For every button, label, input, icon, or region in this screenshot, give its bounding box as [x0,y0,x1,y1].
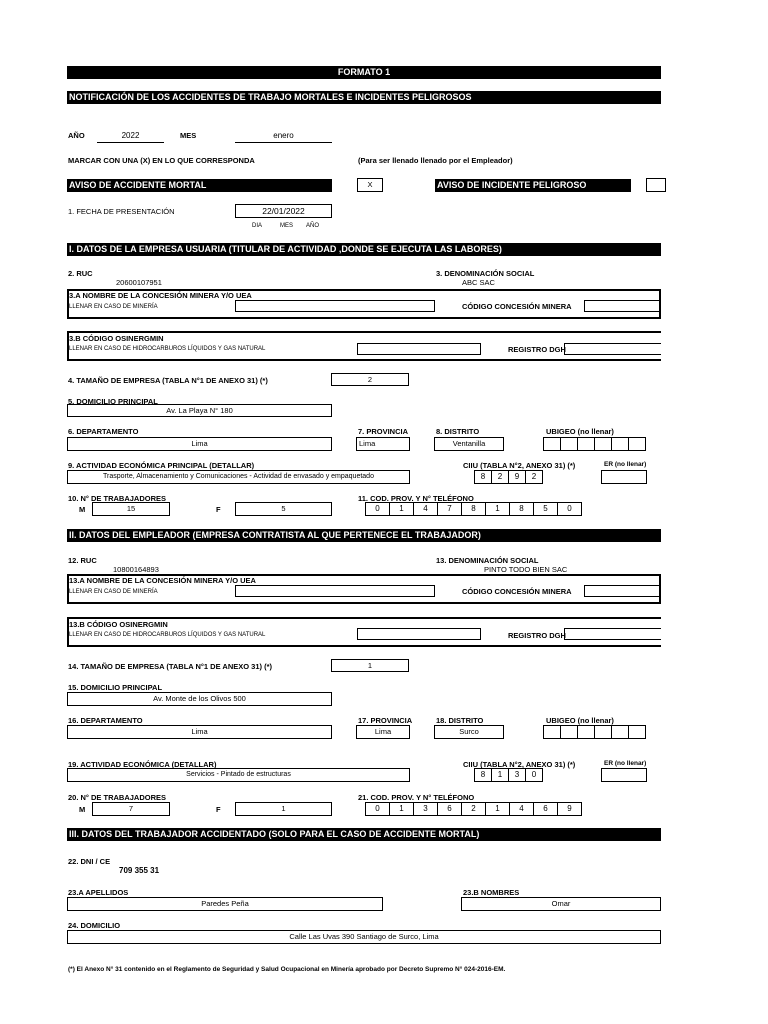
telefono-digit[interactable]: 3 [413,802,438,816]
tamano-empresa-field[interactable]: 2 [331,373,409,386]
telefono-digit[interactable]: 4 [509,802,534,816]
codigo-concesion-field[interactable] [584,585,661,597]
tamano-empresa-label: 4. TAMAÑO DE EMPRESA (TABLA N°1 DE ANEXO 31) (*) [68,376,268,385]
tamano-empresa-label: 14. TAMAÑO DE EMPRESA (TABLA N°1 DE ANEXO 31) (*) [68,662,272,671]
telefono-digit[interactable]: 4 [413,502,438,516]
er-label: ER (no llenar) [604,760,647,767]
ubigeo-cell[interactable] [594,437,612,451]
telefono-digit[interactable]: 8 [461,502,486,516]
osinergmin-label: 3.B CÓDIGO OSINERGMIN [69,334,164,343]
trabajadores-label: 10. N° DE TRABAJADORES [68,494,167,503]
telefono-digit[interactable]: 0 [365,502,390,516]
denominacion-label: 3. DENOMINACIÓN SOCIAL [436,269,535,278]
telefono-digit[interactable]: 6 [533,802,558,816]
llenar-mineria-caption: LLENAR EN CASO DE MINERÍA [69,589,158,595]
nombres-field[interactable]: Omar [461,897,661,911]
ruc-label: 2. RUC [68,269,93,278]
ubigeo-cell[interactable] [611,725,629,739]
anio-caption: AÑO [306,223,320,229]
month-label: MES [180,131,197,140]
domicilio-label: 5. DOMICILIO PRINCIPAL [68,397,158,406]
section1-title: I. DATOS DE LA EMPRESA USUARIA (TITULAR DE ACTIVIDAD ,DONDE SE EJECUTA LAS LABORES) [67,243,661,256]
llenar-mineria-caption: LLENAR EN CASO DE MINERÍA [69,304,158,310]
ubigeo-cell[interactable] [628,437,646,451]
year-label: AÑO [68,131,85,140]
section3-title: III. DATOS DEL TRABAJADOR ACCIDENTADO (SOLO PARA EL CASO DE ACCIDENTE MORTAL) [67,828,661,841]
telefono-digit[interactable]: 0 [557,502,582,516]
distrito-field[interactable]: Ventanilla [434,437,504,451]
telefono-digit[interactable]: 1 [389,502,414,516]
dia-caption: DIA [252,223,263,229]
telefono-digit[interactable]: 0 [365,802,390,816]
concesion-nombre-field[interactable] [235,300,435,312]
ciiu-digit[interactable]: 2 [525,470,543,484]
fecha-presentacion-field[interactable]: 22/01/2022 [235,204,332,218]
provincia-field[interactable]: Lima [356,437,410,451]
registro-dgh-field[interactable] [564,343,661,355]
trabajadores-label: 20. N° DE TRABAJADORES [68,793,167,802]
actividad-label: 9. ACTIVIDAD ECONÓMICA PRINCIPAL (DETALLAR) [68,461,255,470]
ciiu-digit[interactable]: 1 [491,768,509,782]
trabajadores-m-field[interactable]: 7 [92,802,170,816]
ciiu-label: CIIU (TABLA N°2, ANEXO 31) (*) [463,760,576,769]
ciiu-digit[interactable]: 8 [474,768,492,782]
provincia-label: 7. PROVINCIA [358,427,409,436]
llenar-hidro-caption: LLENAR EN CASO DE HIDROCARBUROS LÍQUIDOS Y GAS NATURAL [69,346,266,352]
denominacion-value: ABC SAC [462,278,495,287]
domicilio-label: 15. DOMICILIO PRINCIPAL [68,683,163,692]
provincia-field[interactable]: Lima [356,725,410,739]
actividad-field[interactable]: Servicios - Pintado de estructuras [67,768,410,782]
trabajadores-m-field[interactable]: 15 [92,502,170,516]
apellidos-field[interactable]: Paredes Peña [67,897,383,911]
departamento-field[interactable]: Lima [67,437,332,451]
marcar-instruction: MARCAR CON UNA (X) EN LO QUE CORRESPONDA [68,156,255,165]
section2-title: II. DATOS DEL EMPLEADOR (EMPRESA CONTRATISTA AL QUE PERTENECE EL TRABAJADOR) [67,529,661,542]
ciiu-label: CIIU (TABLA N°2, ANEXO 31) (*) [463,461,576,470]
fecha-presentacion-label: 1. FECHA DE PRESENTACIÓN [68,207,175,216]
distrito-field[interactable]: Surco [434,725,504,739]
codigo-concesion-label: CÓDIGO CONCESIÓN MINERA [462,302,572,311]
telefono-label: 21. COD. PROV. Y N° TELÉFONO [358,793,475,802]
registro-dgh-field[interactable] [564,628,661,640]
er-label: ER (no llenar) [604,461,647,468]
domicilio-field[interactable]: Av. La Playa N° 180 [67,404,332,417]
ubigeo-cell[interactable] [543,725,561,739]
footnote: (*) El Anexo N° 31 contenido en el Reglamento de Seguridad y Salud Ocupacional en Minería aprobado por Decreto Supremo N° 024-2016-EM. [68,966,506,973]
ubigeo-cell[interactable] [577,437,595,451]
ciiu-digit[interactable]: 8 [474,470,492,484]
month-field[interactable]: enero [235,130,332,143]
dni-value: 709 355 31 [119,866,160,875]
trabajadores-f-field[interactable]: 1 [235,802,332,816]
codigo-concesion-field[interactable] [584,300,661,312]
ubigeo-cell[interactable] [611,437,629,451]
concesion-label: 13.A NOMBRE DE LA CONCESIÓN MINERA Y/O UEA [69,576,256,585]
departamento-field[interactable]: Lima [67,725,332,739]
departamento-label: 16. DEPARTAMENTO [68,716,143,725]
aviso-peligroso-label: AVISO DE INCIDENTE PELIGROSO [435,179,631,192]
domicilio-field[interactable]: Calle Las Uvas 390 Santiago de Surco, Lima [67,930,661,944]
telefono-digit[interactable]: 6 [437,802,462,816]
formato-header: FORMATO 1 [67,66,661,79]
apellidos-label: 23.A APELLIDOS [68,888,129,897]
distrito-label: 18. DISTRITO [436,716,484,725]
er-field[interactable] [601,470,647,484]
telefono-digit[interactable]: 8 [509,502,534,516]
departamento-label: 6. DEPARTAMENTO [68,427,139,436]
ubigeo-label: UBIGEO (no llenar) [546,716,614,725]
telefono-digit[interactable]: 1 [485,802,510,816]
empleador-note: (Para ser llenado llenado por el Empleador) [358,156,513,165]
osinergmin-field[interactable] [357,628,481,640]
osinergmin-field[interactable] [357,343,481,355]
denominacion-label: 13. DENOMINACIÓN SOCIAL [436,556,539,565]
actividad-field[interactable]: Trasporte, Almacenamiento y Comunicaciones - Actividad de envasado y empaquetado [67,470,410,484]
telefono-digit[interactable]: 7 [437,502,462,516]
ubigeo-cell[interactable] [594,725,612,739]
ciiu-digit[interactable]: 9 [508,470,526,484]
trabajadores-f-field[interactable]: 5 [235,502,332,516]
aviso-mortal-checkbox[interactable]: X [357,178,383,192]
trabajadores-m-label: M [79,505,86,514]
ruc-value: 20600107951 [116,278,162,287]
domicilio-label: 24. DOMICILIO [68,921,121,930]
osinergmin-label: 13.B CÓDIGO OSINERGMIN [69,620,168,629]
distrito-label: 8. DISTRITO [436,427,480,436]
denominacion-value: PINTO TODO BIEN SAC [484,565,568,574]
mes-caption: MES [280,223,294,229]
dni-label: 22. DNI / CE [68,857,111,866]
telefono-digit[interactable]: 1 [389,802,414,816]
ubigeo-cell[interactable] [577,725,595,739]
domicilio-field[interactable]: Av. Monte de los Olivos 500 [67,692,332,706]
ubigeo-label: UBIGEO (no llenar) [546,427,614,436]
concesion-label: 3.A NOMBRE DE LA CONCESIÓN MINERA Y/O UEA [69,291,252,300]
actividad-label: 19. ACTIVIDAD ECONÓMICA (DETALLAR) [68,760,217,769]
trabajadores-m-label: M [79,805,86,814]
ruc-value: 10800164893 [113,565,159,574]
telefono-digit[interactable]: 1 [485,502,510,516]
ciiu-digit[interactable]: 0 [525,768,543,782]
nombres-label: 23.B NOMBRES [463,888,520,897]
year-field[interactable]: 2022 [97,130,164,143]
ubigeo-cell[interactable] [560,437,578,451]
tamano-empresa-field[interactable]: 1 [331,659,409,672]
aviso-mortal-label: AVISO DE ACCIDENTE MORTAL [67,179,332,192]
ruc-label: 12. RUC [68,556,97,565]
telefono-digit[interactable]: 5 [533,502,558,516]
ubigeo-cell[interactable] [543,437,561,451]
registro-dgh-label: REGISTRO DGH [508,345,566,354]
telefono-digit[interactable]: 2 [461,802,486,816]
telefono-label: 11. COD. PROV. Y N° TELÉFONO [358,494,474,503]
telefono-digit[interactable]: 9 [557,802,582,816]
trabajadores-f-label: F [216,505,221,514]
concesion-nombre-field[interactable] [235,585,435,597]
ciiu-digit[interactable]: 2 [491,470,509,484]
ubigeo-cell[interactable] [628,725,646,739]
ubigeo-cell[interactable] [560,725,578,739]
registro-dgh-label: REGISTRO DGH [508,631,566,640]
ciiu-digit[interactable]: 3 [508,768,526,782]
codigo-concesion-label: CÓDIGO CONCESIÓN MINERA [462,587,572,596]
form-title: NOTIFICACIÓN DE LOS ACCIDENTES DE TRABAJO MORTALES E INCIDENTES PELIGROSOS [67,91,661,104]
llenar-hidro-caption: LLENAR EN CASO DE HIDROCARBUROS LÍQUIDOS Y GAS NATURAL [69,632,266,638]
aviso-peligroso-checkbox[interactable] [646,178,666,192]
trabajadores-f-label: F [216,805,221,814]
provincia-label: 17. PROVINCIA [358,716,413,725]
er-field[interactable] [601,768,647,782]
